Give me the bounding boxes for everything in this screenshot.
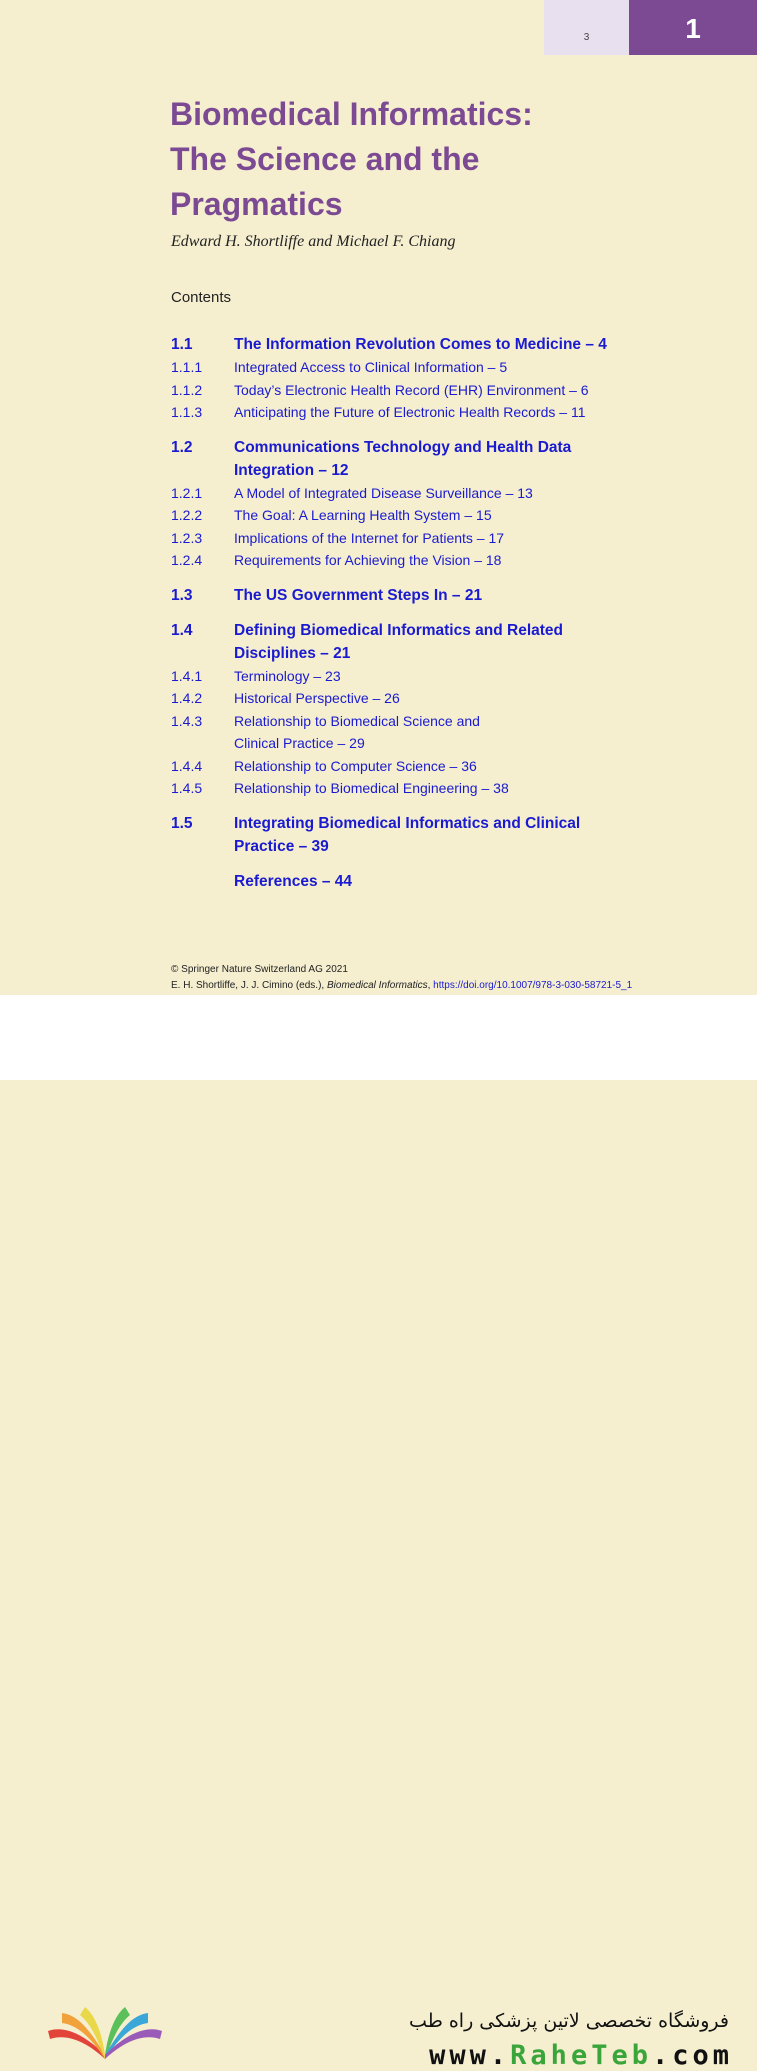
toc-subsection-1-2-4[interactable] [171, 549, 731, 572]
toc-number: 1.4.5 [171, 780, 203, 796]
toc-subsection-1-4-2[interactable] [171, 687, 731, 710]
toc-title: Anticipating the Future of Electronic Health Records – 11 [234, 404, 586, 420]
toc-section-1-1[interactable] [171, 333, 731, 356]
shop-name: فروشگاه تخصصی لاتین پزشکی راه طب [409, 2010, 729, 2032]
table-of-contents [171, 333, 731, 893]
toc-title: A Model of Integrated Disease Surveillance – 13 [234, 484, 533, 501]
toc-number: 1.5 [171, 814, 193, 832]
toc-title: References – 44 [234, 872, 353, 890]
citation-sep: , [427, 980, 434, 991]
watermark-banner [0, 995, 757, 2071]
toc-subsection-1-4-5[interactable] [171, 777, 731, 800]
url-prefix: www. [429, 2040, 511, 2071]
contents-heading: Contents [171, 289, 232, 306]
citation-prefix: E. H. Shortliffe, J. J. Cimino (eds.), [171, 980, 327, 991]
title-line: Biomedical Informatics: [170, 96, 533, 132]
toc-subsection-1-1-1[interactable] [171, 356, 731, 379]
title-line: Pragmatics [170, 186, 343, 222]
toc-number: 1.1.2 [171, 381, 203, 398]
toc-number: 1.1 [171, 336, 193, 353]
toc-title: Terminology – 23 [234, 667, 341, 684]
toc-title: Defining Biomedical Informatics and Related Disciplines – 21 [234, 621, 564, 662]
authors: Edward H. Shortliffe and Michael F. Chiang [171, 233, 456, 250]
book-title: Biomedical Informatics [326, 980, 428, 991]
toc-title: The US Government Steps In – 21 [234, 586, 483, 604]
toc-title: Requirements for Achieving the Vision – 18 [234, 552, 502, 568]
toc-number: 1.2.4 [171, 552, 203, 568]
toc-title: Communications Technology and Health Data Integration – 12 [234, 438, 572, 479]
toc-title: Relationship to Biomedical Science and Clinical Practice – 29 [234, 712, 480, 751]
toc-number: 1.1.3 [171, 404, 203, 420]
copyright-footer [171, 962, 632, 994]
toc-title: Integrating Biomedical Informatics and Clinical Practice – 39 [234, 814, 581, 855]
doi-link[interactable]: https://doi.org/10.1007/978-3-030-58721-5_1 [433, 980, 633, 991]
toc-number: 1.4.1 [171, 667, 203, 684]
shop-url [429, 2040, 733, 2071]
toc-subsection-1-1-3[interactable] [171, 401, 731, 424]
toc-subsection-1-4-4[interactable] [171, 755, 731, 778]
toc-title: Today’s Electronic Health Record (EHR) Environment – 6 [234, 381, 589, 398]
book-rainbow-logo [40, 2005, 170, 2065]
toc-subsection-1-4-1[interactable] [171, 665, 731, 688]
toc-number: 1.4.3 [171, 712, 203, 729]
toc-number: 1.3 [171, 586, 193, 604]
toc-title: Integrated Access to Clinical Information – 5 [234, 359, 508, 375]
url-suffix: .com [651, 2040, 733, 2071]
citation-line [171, 978, 632, 994]
toc-number: 1.2.2 [171, 507, 203, 523]
toc-number: 1.4.2 [171, 690, 203, 706]
url-brand: RaheTeb [510, 2040, 652, 2071]
toc-title: Historical Perspective – 26 [234, 690, 400, 706]
page-number: 3 [544, 0, 629, 55]
toc-number: 1.2.3 [171, 529, 203, 546]
toc-number: 1.2.1 [171, 484, 203, 501]
toc-number: 1.2 [171, 438, 193, 456]
title-line: The Science and the [170, 141, 480, 177]
chapter-title [170, 92, 690, 227]
toc-number: 1.4 [171, 621, 193, 639]
toc-number: 1.1.1 [171, 359, 203, 375]
book-page [0, 0, 757, 995]
toc-title: Implications of the Internet for Patients – 17 [234, 529, 505, 546]
toc-section-1-4[interactable] [171, 619, 621, 665]
toc-subsection-1-4-3[interactable] [171, 710, 491, 755]
toc-title: Relationship to Computer Science – 36 [234, 757, 477, 774]
copyright-line: © Springer Nature Switzerland AG 2021 [171, 964, 348, 975]
toc-subsection-1-2-1[interactable] [171, 482, 731, 505]
toc-subsection-1-2-2[interactable] [171, 504, 731, 527]
toc-references[interactable] [171, 870, 731, 893]
toc-section-1-2[interactable] [171, 436, 641, 482]
toc-title: Relationship to Biomedical Engineering – 38 [234, 780, 509, 796]
toc-title: The Goal: A Learning Health System – 15 [234, 507, 492, 523]
toc-section-1-3[interactable] [171, 584, 731, 607]
toc-subsection-1-2-3[interactable] [171, 527, 731, 550]
toc-number: 1.4.4 [171, 757, 203, 774]
chapter-number: 1 [629, 0, 757, 55]
toc-title: The Information Revolution Comes to Medicine – 4 [234, 336, 607, 353]
toc-section-1-5[interactable] [171, 812, 631, 858]
toc-subsection-1-1-2[interactable] [171, 379, 731, 402]
